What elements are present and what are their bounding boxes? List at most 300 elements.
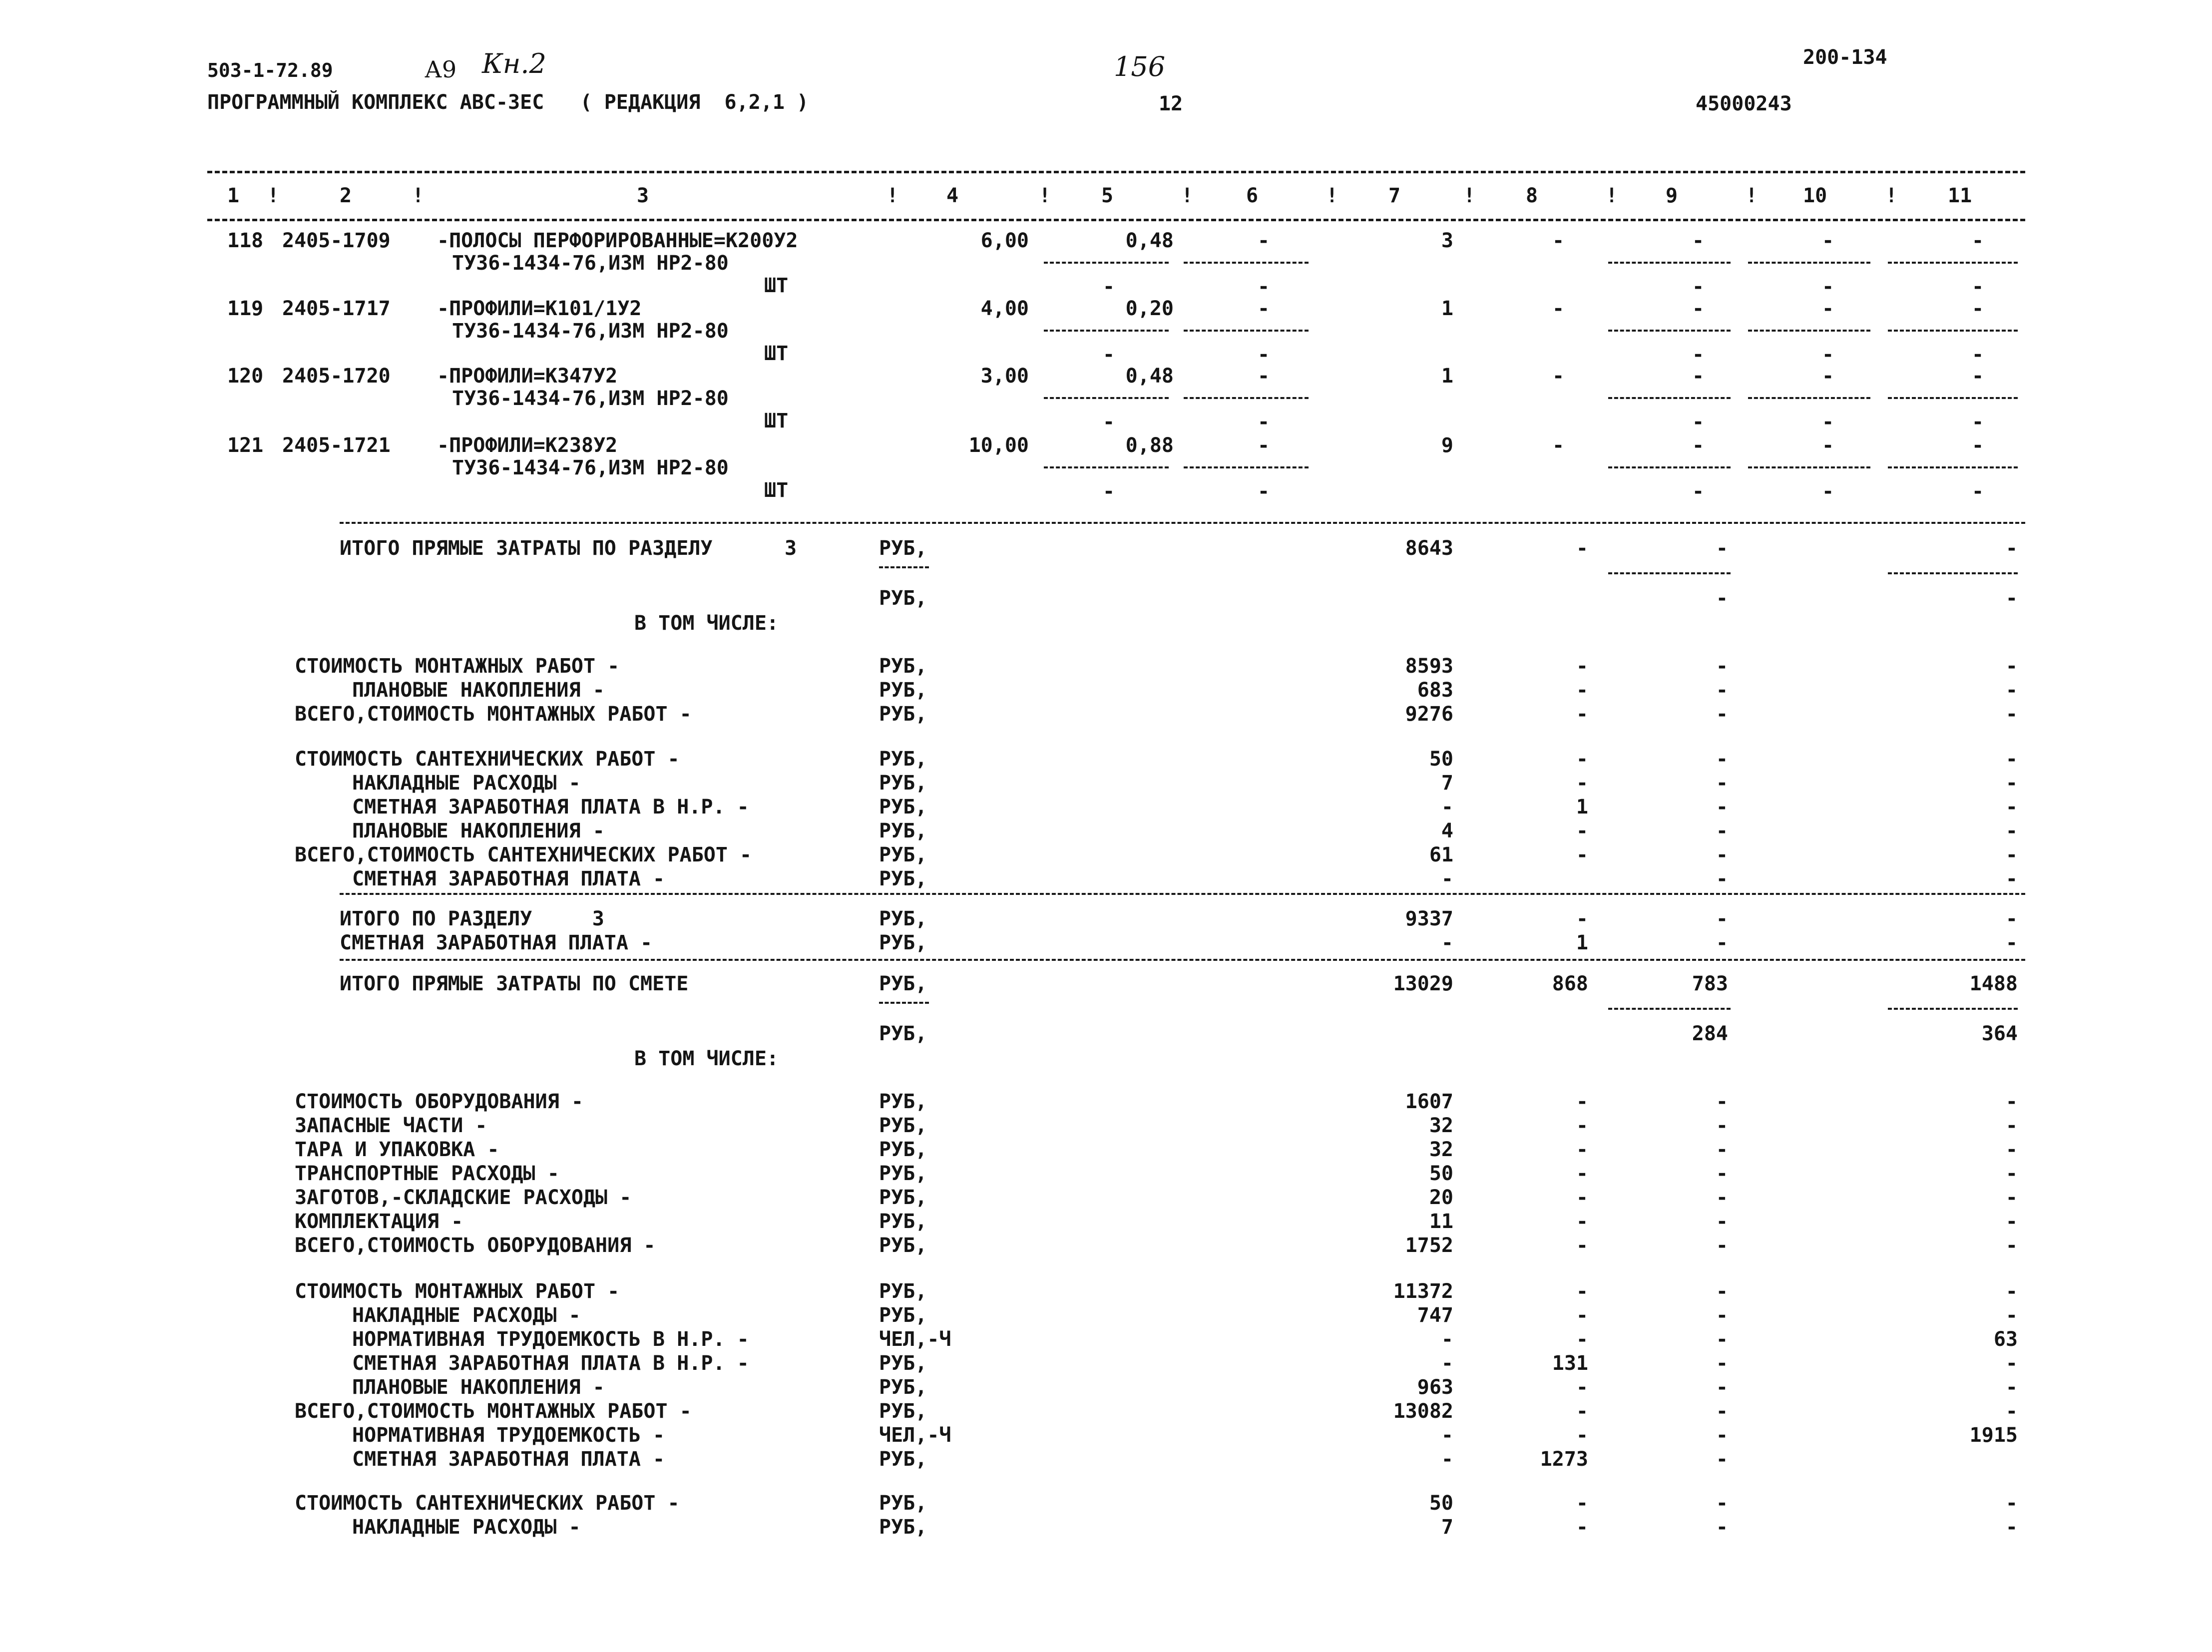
row-col11: - xyxy=(2005,1492,2018,1515)
item-quantity: 6,00 xyxy=(980,229,1029,252)
cell-rule xyxy=(1184,466,1309,468)
row-col7: 9276 xyxy=(1405,703,1453,726)
row-col8: - xyxy=(1576,1234,1588,1257)
item-quantity: 10,00 xyxy=(968,434,1029,457)
row-label: СМЕТНАЯ ЗАРАБОТНАЯ ПЛАТА - xyxy=(352,867,665,890)
row-col9: - xyxy=(1716,1210,1728,1233)
row-col9: - xyxy=(1716,1280,1728,1303)
row-unit: РУБ, xyxy=(879,748,927,771)
item-col11-sub: - xyxy=(1971,343,1984,366)
row-col9: - xyxy=(1716,1114,1728,1137)
item-spec: ТУ36-1434-76,ИЗМ НР2-80 xyxy=(452,456,729,479)
row-col7: 50 xyxy=(1429,1162,1453,1185)
row-col8: - xyxy=(1576,1114,1588,1137)
col-6: 6 xyxy=(1246,184,1259,207)
item-col9-sub: - xyxy=(1692,480,1705,503)
row-col7: 8593 xyxy=(1405,655,1453,678)
cell-rule xyxy=(1184,330,1309,332)
item-col9-sub: - xyxy=(1692,343,1705,366)
row-col11: - xyxy=(2005,1304,2018,1327)
cell-rule xyxy=(1044,262,1169,264)
row-col11: - xyxy=(2005,843,2018,866)
row-col11: 1915 xyxy=(1969,1424,2018,1447)
item-col8: - xyxy=(1552,365,1565,388)
row-col9: - xyxy=(1716,1448,1728,1471)
row-col7: 32 xyxy=(1429,1138,1453,1161)
item-col9: - xyxy=(1692,297,1705,320)
row-col7: 7 xyxy=(1441,1516,1453,1539)
row-col7: - xyxy=(1441,1424,1453,1447)
item-col10: - xyxy=(1821,365,1834,388)
row-col7: 747 xyxy=(1417,1304,1453,1327)
row-col9: - xyxy=(1716,772,1728,795)
row-unit: ЧЕЛ,-Ч xyxy=(879,1328,951,1351)
item-unit-price: 0,20 xyxy=(1125,297,1174,320)
row-col9: - xyxy=(1716,537,1728,560)
item-col6-sub: - xyxy=(1257,480,1270,503)
row-unit: РУБ, xyxy=(879,972,927,995)
row-col9: - xyxy=(1716,1492,1728,1515)
row-col9: - xyxy=(1716,820,1728,842)
row-col9: - xyxy=(1716,1424,1728,1447)
cell-rule xyxy=(1608,330,1731,332)
row-col11: - xyxy=(2005,655,2018,678)
cell-rule xyxy=(1044,466,1169,468)
row-col9: - xyxy=(1716,1304,1728,1327)
row-col11: - xyxy=(2005,907,2018,930)
item-col6: - xyxy=(1257,297,1270,320)
row-col11: - xyxy=(2005,772,2018,795)
row-label: ИТОГО ПО РАЗДЕЛУ 3 xyxy=(340,907,604,930)
row-col11: - xyxy=(2005,748,2018,771)
item-col11-sub: - xyxy=(1971,275,1984,298)
row-col8: - xyxy=(1576,1138,1588,1161)
row-unit: РУБ, xyxy=(879,907,927,930)
header-bottom-rule xyxy=(207,219,2025,221)
cell-rule xyxy=(1888,330,2018,332)
row-col9: - xyxy=(1716,796,1728,819)
item-col11: - xyxy=(1971,434,1984,457)
row-label: ЗАГОТОВ,-СКЛАДСКИЕ РАСХОДЫ - xyxy=(295,1186,632,1209)
row-col8: - xyxy=(1576,1492,1588,1515)
row-col8: - xyxy=(1576,1516,1588,1539)
cell-rule xyxy=(1748,330,1870,332)
row-unit: РУБ, xyxy=(879,1400,927,1423)
item-col5-sub: - xyxy=(1102,343,1115,366)
row-col8: 868 xyxy=(1552,972,1588,995)
item-col9-sub: - xyxy=(1692,275,1705,298)
row-col7: - xyxy=(1441,796,1453,819)
cell-rule xyxy=(879,1002,929,1004)
cell-rule xyxy=(1184,397,1309,399)
row-col11: - xyxy=(2005,1138,2018,1161)
row-col8: - xyxy=(1576,1090,1588,1113)
cell-rule xyxy=(1044,397,1169,399)
row-col11: - xyxy=(2005,1352,2018,1375)
item-col6-sub: - xyxy=(1257,411,1270,433)
row-col8: - xyxy=(1576,1186,1588,1209)
row-label: ИТОГО ПРЯМЫЕ ЗАТРАТЫ ПО РАЗДЕЛУ 3 xyxy=(340,537,797,560)
row-col9: - xyxy=(1716,1186,1728,1209)
item-code: 2405-1720 xyxy=(282,365,391,388)
col-5: 5 xyxy=(1101,184,1114,207)
row-label: ТАРА И УПАКОВКА - xyxy=(295,1138,499,1161)
item-col6: - xyxy=(1257,229,1270,252)
row-unit: РУБ, xyxy=(879,1376,927,1399)
item-col10: - xyxy=(1821,434,1834,457)
row-col7: 50 xyxy=(1429,748,1453,771)
item-col9: - xyxy=(1692,365,1705,388)
program-title: ПРОГРАММНЫЙ КОМПЛЕКС АВС-3ЕС ( РЕДАКЦИЯ 6,2,1 ) xyxy=(207,91,809,114)
row-col8: - xyxy=(1576,907,1588,930)
item-col11-sub: - xyxy=(1971,480,1984,503)
item-spec: ТУ36-1434-76,ИЗМ НР2-80 xyxy=(452,320,729,343)
row-col11: - xyxy=(2005,1210,2018,1233)
row-col11: 1488 xyxy=(1969,972,2018,995)
row-col8: - xyxy=(1576,843,1588,866)
col-10: 10 xyxy=(1803,184,1827,207)
item-col8: - xyxy=(1552,229,1565,252)
row-col9: - xyxy=(1716,931,1728,954)
item-col9: - xyxy=(1692,229,1705,252)
row-unit: РУБ, xyxy=(879,1114,927,1137)
cell-rule xyxy=(879,566,929,568)
item-code: 2405-1709 xyxy=(282,229,391,252)
row-col9: - xyxy=(1716,1376,1728,1399)
row-col8: - xyxy=(1576,1424,1588,1447)
row-col7: 32 xyxy=(1429,1114,1453,1137)
row-col7: 11372 xyxy=(1393,1280,1453,1303)
row-label: СТОИМОСТЬ МОНТАЖНЫХ РАБОТ - xyxy=(295,655,620,678)
cell-rule xyxy=(1044,330,1169,332)
cell-rule xyxy=(1888,397,2018,399)
item-col10-sub: - xyxy=(1821,343,1834,366)
row-col8: 1 xyxy=(1576,931,1588,954)
row-label: ВСЕГО,СТОИМОСТЬ МОНТАЖНЫХ РАБОТ - xyxy=(295,1400,692,1423)
cell-rule xyxy=(1888,572,2018,574)
row-col8: - xyxy=(1576,1162,1588,1185)
row-unit: РУБ, xyxy=(879,655,927,678)
item-col10-sub: - xyxy=(1821,411,1834,433)
row-col9: - xyxy=(1716,655,1728,678)
row-unit: РУБ, xyxy=(879,1210,927,1233)
item-col10: - xyxy=(1821,229,1834,252)
item-quantity: 4,00 xyxy=(980,297,1029,320)
row-col9: - xyxy=(1716,1162,1728,1185)
col-3: 3 xyxy=(637,184,649,207)
row-col11: - xyxy=(2005,1234,2018,1257)
row-col8: - xyxy=(1576,1400,1588,1423)
row-unit: ЧЕЛ,-Ч xyxy=(879,1424,951,1447)
row-col8: - xyxy=(1576,772,1588,795)
item-col6: - xyxy=(1257,365,1270,388)
item-code: 2405-1721 xyxy=(282,434,391,457)
item-unit: ШТ xyxy=(764,410,789,432)
row-unit: РУБ, xyxy=(879,772,927,795)
row-col7: 683 xyxy=(1417,679,1453,702)
cell-rule xyxy=(1608,262,1731,264)
row-col7: 963 xyxy=(1417,1376,1453,1399)
item-name: -ПРОФИЛИ=К101/1У2 xyxy=(437,297,642,320)
item-unit: ШТ xyxy=(764,274,789,297)
item-spec: ТУ36-1434-76,ИЗМ НР2-80 xyxy=(452,387,729,410)
album-mark: А9 xyxy=(425,56,457,83)
section-rule xyxy=(340,522,2025,524)
row-label: В ТОМ ЧИСЛЕ: xyxy=(634,612,779,635)
row-unit: РУБ, xyxy=(879,1448,927,1471)
row-unit: РУБ, xyxy=(879,1304,927,1327)
row-unit: РУБ, xyxy=(879,1138,927,1161)
row-col11: - xyxy=(2005,1114,2018,1137)
item-col11-sub: - xyxy=(1971,411,1984,433)
row-col7: 61 xyxy=(1429,843,1453,866)
row-col7: 1752 xyxy=(1405,1234,1453,1257)
row-col11: - xyxy=(2005,1162,2018,1185)
cell-rule xyxy=(1888,262,2018,264)
col-11: 11 xyxy=(1948,184,1972,207)
row-label: НАКЛАДНЫЕ РАСХОДЫ - xyxy=(352,772,581,795)
row-col11: - xyxy=(2005,796,2018,819)
row-label: ИТОГО ПРЯМЫЕ ЗАТРАТЫ ПО СМЕТЕ xyxy=(340,972,689,995)
row-col9: - xyxy=(1716,1138,1728,1161)
row-col11: - xyxy=(2005,1400,2018,1423)
item-quantity: 3,00 xyxy=(980,365,1029,388)
row-col7: 7 xyxy=(1441,772,1453,795)
code-right: 200-134 xyxy=(1803,46,1887,69)
row-col8: - xyxy=(1576,1376,1588,1399)
row-unit: РУБ, xyxy=(879,537,927,560)
cell-rule xyxy=(1608,466,1731,468)
item-col11: - xyxy=(1971,229,1984,252)
row-col11: - xyxy=(2005,931,2018,954)
item-col6-sub: - xyxy=(1257,275,1270,298)
row-label: СМЕТНАЯ ЗАРАБОТНАЯ ПЛАТА - xyxy=(352,1448,665,1471)
item-unit: ШТ xyxy=(764,479,789,502)
item-total: 1 xyxy=(1441,297,1453,320)
col-4: 4 xyxy=(946,184,959,207)
item-spec: ТУ36-1434-76,ИЗМ НР2-80 xyxy=(452,252,729,275)
col-7: 7 xyxy=(1388,184,1401,207)
row-col9: - xyxy=(1716,679,1728,702)
row-col8: - xyxy=(1576,1280,1588,1303)
col-2: 2 xyxy=(340,184,352,207)
row-col9: - xyxy=(1716,703,1728,726)
row-col7: 20 xyxy=(1429,1186,1453,1209)
row-label: НАКЛАДНЫЕ РАСХОДЫ - xyxy=(352,1304,581,1327)
item-col10-sub: - xyxy=(1821,480,1834,503)
row-label: СМЕТНАЯ ЗАРАБОТНАЯ ПЛАТА - xyxy=(340,931,653,954)
row-col7: 11 xyxy=(1429,1210,1453,1233)
row-col7: - xyxy=(1441,931,1453,954)
row-label: СМЕТНАЯ ЗАРАБОТНАЯ ПЛАТА В Н.Р. - xyxy=(352,1352,749,1375)
section-rule xyxy=(340,959,2025,961)
row-col7: - xyxy=(1441,1352,1453,1375)
row-col9: - xyxy=(1716,748,1728,771)
row-col9: - xyxy=(1716,843,1728,866)
row-col11: - xyxy=(2005,1186,2018,1209)
row-label: КОМПЛЕКТАЦИЯ - xyxy=(295,1210,463,1233)
row-col9: - xyxy=(1716,1234,1728,1257)
row-col9: 284 xyxy=(1692,1022,1728,1045)
row-col7: - xyxy=(1441,867,1453,890)
row-label: ВСЕГО,СТОИМОСТЬ ОБОРУДОВАНИЯ - xyxy=(295,1234,656,1257)
item-col10: - xyxy=(1821,297,1834,320)
row-col11: - xyxy=(2005,703,2018,726)
col-9: 9 xyxy=(1666,184,1678,207)
row-unit: РУБ, xyxy=(879,1234,927,1257)
row-col11: - xyxy=(2005,867,2018,890)
row-col11: - xyxy=(2005,537,2018,560)
item-unit-price: 0,48 xyxy=(1125,229,1174,252)
row-col8: - xyxy=(1576,1210,1588,1233)
row-col7: - xyxy=(1441,1448,1453,1471)
sheet-number-handwritten: 156 xyxy=(1114,51,1166,82)
row-unit: РУБ, xyxy=(879,1516,927,1539)
row-col8: - xyxy=(1576,703,1588,726)
row-label: СТОИМОСТЬ ОБОРУДОВАНИЯ - xyxy=(295,1090,583,1113)
row-unit: РУБ, xyxy=(879,703,927,726)
row-unit: РУБ, xyxy=(879,931,927,954)
item-col5-sub: - xyxy=(1102,411,1115,433)
item-total: 3 xyxy=(1441,229,1453,252)
row-unit: РУБ, xyxy=(879,1022,927,1045)
item-code: 2405-1717 xyxy=(282,297,391,320)
item-number: 120 xyxy=(227,365,264,388)
item-col5-sub: - xyxy=(1102,480,1115,503)
row-label: ПЛАНОВЫЕ НАКОПЛЕНИЯ - xyxy=(352,1376,605,1399)
row-label: ЗАПАСНЫЕ ЧАСТИ - xyxy=(295,1114,487,1137)
row-col8: - xyxy=(1576,748,1588,771)
item-col8: - xyxy=(1552,297,1565,320)
row-unit: РУБ, xyxy=(879,1492,927,1515)
row-col7: 4 xyxy=(1441,820,1453,842)
row-unit: РУБ, xyxy=(879,867,927,890)
cell-rule xyxy=(1748,262,1870,264)
row-label: НОРМАТИВНАЯ ТРУДОЕМКОСТЬ - xyxy=(352,1424,665,1447)
item-number: 121 xyxy=(227,434,264,457)
page-number: 12 xyxy=(1159,92,1183,115)
item-col9: - xyxy=(1692,434,1705,457)
row-col7: 1607 xyxy=(1405,1090,1453,1113)
row-label: ВСЕГО,СТОИМОСТЬ МОНТАЖНЫХ РАБОТ - xyxy=(295,703,692,726)
row-label: СТОИМОСТЬ САНТЕХНИЧЕСКИХ РАБОТ - xyxy=(295,1492,680,1515)
row-col7: 9337 xyxy=(1405,907,1453,930)
row-col8: - xyxy=(1576,537,1588,560)
row-label: НАКЛАДНЫЕ РАСХОДЫ - xyxy=(352,1516,581,1539)
row-col9: - xyxy=(1716,907,1728,930)
row-col9: - xyxy=(1716,1352,1728,1375)
item-number: 118 xyxy=(227,229,264,252)
row-col11: - xyxy=(2005,820,2018,842)
row-col8: - xyxy=(1576,1304,1588,1327)
item-col9-sub: - xyxy=(1692,411,1705,433)
cell-rule xyxy=(1608,572,1731,574)
item-col5-sub: - xyxy=(1102,275,1115,298)
row-label: СТОИМОСТЬ САНТЕХНИЧЕСКИХ РАБОТ - xyxy=(295,748,680,771)
item-unit-price: 0,48 xyxy=(1125,365,1174,388)
document-number: 503-1-72.89 xyxy=(207,59,333,81)
row-col8: - xyxy=(1576,679,1588,702)
item-total: 1 xyxy=(1441,365,1453,388)
item-col6-sub: - xyxy=(1257,343,1270,366)
item-col10-sub: - xyxy=(1821,275,1834,298)
row-col9: - xyxy=(1716,867,1728,890)
row-col11: - xyxy=(2005,1280,2018,1303)
row-label: В ТОМ ЧИСЛЕ: xyxy=(634,1047,779,1070)
item-col6: - xyxy=(1257,434,1270,457)
book-mark: Кн.2 xyxy=(482,48,546,79)
item-total: 9 xyxy=(1441,434,1453,457)
row-col9: 783 xyxy=(1692,972,1728,995)
row-label: ПЛАНОВЫЕ НАКОПЛЕНИЯ - xyxy=(352,679,605,702)
row-col11: 63 xyxy=(1993,1328,2018,1351)
row-label: ПЛАНОВЫЕ НАКОПЛЕНИЯ - xyxy=(352,820,605,842)
row-label: ТРАНСПОРТНЫЕ РАСХОДЫ - xyxy=(295,1162,559,1185)
row-unit: РУБ, xyxy=(879,796,927,819)
col-1: 1 xyxy=(227,184,240,207)
row-col8: 1 xyxy=(1576,796,1588,819)
row-col8: 1273 xyxy=(1540,1448,1588,1471)
row-col11: - xyxy=(2005,679,2018,702)
item-col8: - xyxy=(1552,434,1565,457)
item-name: -ПОЛОСЫ ПЕРФОРИРОВАННЫЕ=К200У2 xyxy=(437,229,798,252)
row-col11: - xyxy=(2005,1516,2018,1539)
cell-rule xyxy=(1748,466,1870,468)
row-col7: - xyxy=(1441,1328,1453,1351)
item-name: -ПРОФИЛИ=К238У2 xyxy=(437,434,618,457)
row-unit: РУБ, xyxy=(879,679,927,702)
row-label: ВСЕГО,СТОИМОСТЬ САНТЕХНИЧЕСКИХ РАБОТ - xyxy=(295,843,752,866)
col-8: 8 xyxy=(1526,184,1538,207)
item-col11: - xyxy=(1971,297,1984,320)
row-col8: - xyxy=(1576,1328,1588,1351)
row-col8: - xyxy=(1576,655,1588,678)
row-label: СМЕТНАЯ ЗАРАБОТНАЯ ПЛАТА В Н.Р. - xyxy=(352,796,749,819)
row-col11: 364 xyxy=(1981,1022,2018,1045)
row-label: НОРМАТИВНАЯ ТРУДОЕМКОСТЬ В Н.Р. - xyxy=(352,1328,749,1351)
row-col9: - xyxy=(1716,1516,1728,1539)
row-col9: - xyxy=(1716,1400,1728,1423)
row-label: СТОИМОСТЬ МОНТАЖНЫХ РАБОТ - xyxy=(295,1280,620,1303)
row-unit: РУБ, xyxy=(879,1186,927,1209)
item-col11: - xyxy=(1971,365,1984,388)
row-col11: - xyxy=(2005,1376,2018,1399)
row-col7: 50 xyxy=(1429,1492,1453,1515)
row-unit: РУБ, xyxy=(879,1352,927,1375)
section-rule xyxy=(340,893,2025,895)
item-unit-price: 0,88 xyxy=(1125,434,1174,457)
row-col11: - xyxy=(2005,1090,2018,1113)
row-col7: 13029 xyxy=(1393,972,1453,995)
cell-rule xyxy=(1608,397,1731,399)
item-unit: ШТ xyxy=(764,342,789,365)
row-col9: - xyxy=(1716,587,1728,610)
row-col11: - xyxy=(2005,587,2018,610)
row-unit: РУБ, xyxy=(879,1090,927,1113)
row-unit: РУБ, xyxy=(879,820,927,842)
row-col8: - xyxy=(1576,820,1588,842)
item-name: -ПРОФИЛИ=К347У2 xyxy=(437,365,618,388)
code-right-2: 45000243 xyxy=(1696,92,1792,115)
item-number: 119 xyxy=(227,297,264,320)
cell-rule xyxy=(1888,466,2018,468)
row-col9: - xyxy=(1716,1328,1728,1351)
table-top-rule xyxy=(207,171,2025,173)
row-unit: РУБ, xyxy=(879,587,927,610)
row-unit: РУБ, xyxy=(879,843,927,866)
row-col9: - xyxy=(1716,1090,1728,1113)
row-unit: РУБ, xyxy=(879,1162,927,1185)
